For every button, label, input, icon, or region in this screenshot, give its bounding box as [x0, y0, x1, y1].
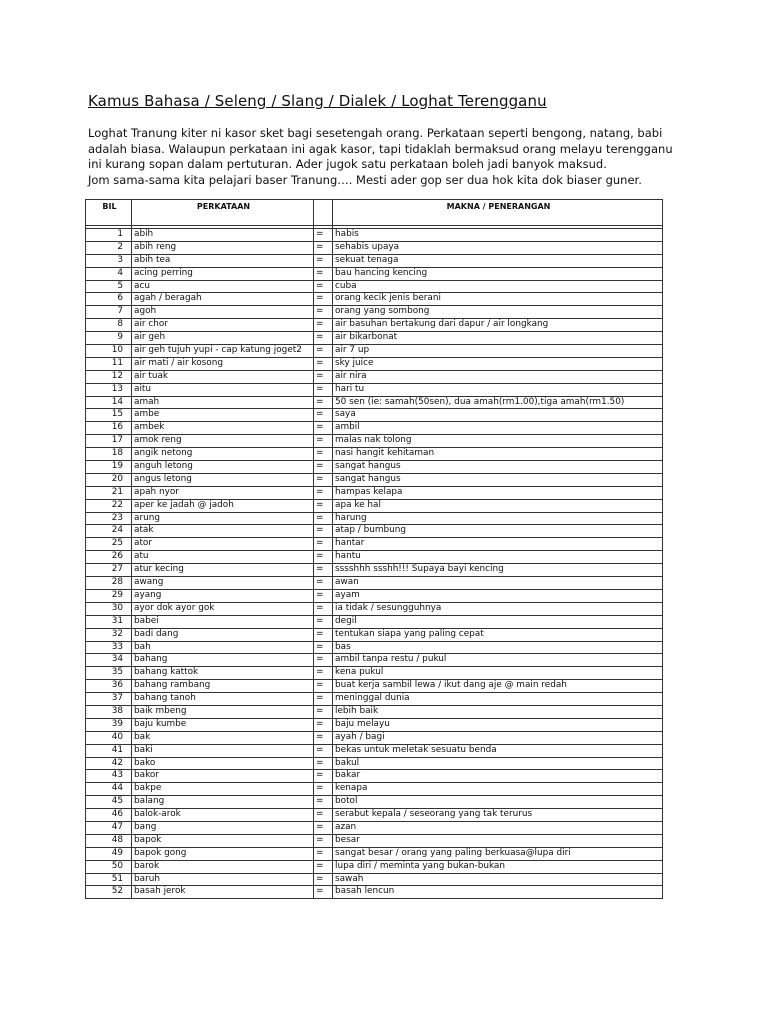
row-meaning: lupa diri / meminta yang bukan-bukan [333, 860, 663, 873]
row-number: 18 [86, 448, 132, 461]
row-meaning: air bikarbonat [333, 332, 663, 345]
row-word: basah jerok [132, 886, 314, 899]
row-number: 29 [86, 589, 132, 602]
row-word: air mati / air kosong [132, 357, 314, 370]
row-equals: = [314, 757, 333, 770]
row-number: 12 [86, 370, 132, 383]
row-number: 4 [86, 267, 132, 280]
row-word: abih reng [132, 241, 314, 254]
row-equals: = [314, 564, 333, 577]
row-word: atak [132, 525, 314, 538]
row-equals: = [314, 615, 333, 628]
row-meaning: nasi hangit kehitaman [333, 448, 663, 461]
table-row [86, 293, 663, 306]
row-number: 41 [86, 744, 132, 757]
row-number: 14 [86, 396, 132, 409]
row-equals: = [314, 847, 333, 860]
row-equals: = [314, 461, 333, 474]
row-word: babei [132, 615, 314, 628]
row-number: 39 [86, 718, 132, 731]
row-equals: = [314, 783, 333, 796]
row-word: bah [132, 641, 314, 654]
row-equals: = [314, 448, 333, 461]
row-meaning: ambil tanpa restu / pukul [333, 654, 663, 667]
row-word: angik netong [132, 448, 314, 461]
row-meaning: sssshhh ssshh!!! Supaya bayi kencing [333, 564, 663, 577]
table-row [86, 796, 663, 809]
row-word: badi dang [132, 628, 314, 641]
row-number: 38 [86, 705, 132, 718]
row-number: 1 [86, 229, 132, 242]
row-meaning: degil [333, 615, 663, 628]
row-meaning: besar [333, 834, 663, 847]
table-row [86, 577, 663, 590]
table-row [86, 448, 663, 461]
intro-line: Loghat Tranung kiter ni kasor sket bagi sesetengah orang. Perkataan seperti bengong, natang, babi [88, 126, 663, 140]
table-row [86, 486, 663, 499]
table-row [86, 512, 663, 525]
row-word: balang [132, 796, 314, 809]
header-makna: MAKNA / PENERANGAN [333, 200, 663, 226]
row-number: 15 [86, 409, 132, 422]
table-row [86, 860, 663, 873]
row-meaning: lebih baik [333, 705, 663, 718]
table-row [86, 422, 663, 435]
row-meaning: sangat besar / orang yang paling berkuasa@lupa diri [333, 847, 663, 860]
row-equals: = [314, 229, 333, 242]
row-meaning: azan [333, 821, 663, 834]
row-number: 3 [86, 254, 132, 267]
row-number: 23 [86, 512, 132, 525]
row-word: baruh [132, 873, 314, 886]
table-row [86, 383, 663, 396]
table-row [86, 744, 663, 757]
row-word: bakpe [132, 783, 314, 796]
row-meaning: sky juice [333, 357, 663, 370]
row-meaning: orang kecik jenis berani [333, 293, 663, 306]
row-number: 52 [86, 886, 132, 899]
row-number: 28 [86, 577, 132, 590]
row-word: amah [132, 396, 314, 409]
row-number: 45 [86, 796, 132, 809]
row-number: 24 [86, 525, 132, 538]
row-word: abih tea [132, 254, 314, 267]
row-equals: = [314, 886, 333, 899]
intro-paragraph [88, 126, 708, 188]
row-number: 6 [86, 293, 132, 306]
row-meaning: kena pukul [333, 667, 663, 680]
row-equals: = [314, 551, 333, 564]
row-equals: = [314, 577, 333, 590]
row-word: air geh tujuh yupi - cap katung joget2 [132, 345, 314, 358]
row-meaning: baju melayu [333, 718, 663, 731]
row-meaning: habis [333, 229, 663, 242]
row-number: 25 [86, 538, 132, 551]
row-number: 36 [86, 680, 132, 693]
row-word: atur kecing [132, 564, 314, 577]
row-word: ambek [132, 422, 314, 435]
row-equals: = [314, 280, 333, 293]
row-number: 13 [86, 383, 132, 396]
row-number: 42 [86, 757, 132, 770]
table-row [86, 641, 663, 654]
table-row [86, 770, 663, 783]
row-equals: = [314, 602, 333, 615]
table-row [86, 821, 663, 834]
row-number: 7 [86, 306, 132, 319]
row-word: aitu [132, 383, 314, 396]
row-number: 11 [86, 357, 132, 370]
row-meaning: bakar [333, 770, 663, 783]
table-row [86, 783, 663, 796]
row-meaning: bas [333, 641, 663, 654]
row-meaning: air basuhan bertakung dari dapur / air longkang [333, 319, 663, 332]
row-meaning: 50 sen (ie: samah(50sen), dua amah(rm1.00),tiga amah(rm1.50) [333, 396, 663, 409]
row-equals: = [314, 486, 333, 499]
row-equals: = [314, 821, 333, 834]
table-row [86, 306, 663, 319]
intro-line: ini kurang sopan dalam pertuturan. Ader jugok satu perkataan boleh jadi banyok maksud. [88, 157, 607, 172]
row-equals: = [314, 357, 333, 370]
row-equals: = [314, 345, 333, 358]
document-title: Kamus Bahasa / Seleng / Slang / Dialek / Loghat Terengganu [88, 92, 547, 110]
row-number: 16 [86, 422, 132, 435]
table-row [86, 564, 663, 577]
table-row [86, 589, 663, 602]
row-number: 5 [86, 280, 132, 293]
row-equals: = [314, 538, 333, 551]
row-equals: = [314, 834, 333, 847]
table-row [86, 693, 663, 706]
row-meaning: apa ke hal [333, 499, 663, 512]
intro-line: Jom sama-sama kita pelajari baser Tranung…. Mesti ader gop ser dua hok kita dok biaser guner. [88, 172, 642, 187]
row-number: 32 [86, 628, 132, 641]
header-perkataan: PERKATAAN [132, 200, 314, 226]
table-row [86, 628, 663, 641]
row-number: 10 [86, 345, 132, 358]
row-number: 48 [86, 834, 132, 847]
row-meaning: tentukan siapa yang paling cepat [333, 628, 663, 641]
row-word: abih [132, 229, 314, 242]
row-number: 19 [86, 461, 132, 474]
row-word: aper ke jadah @ jadoh [132, 499, 314, 512]
row-word: balok-arok [132, 809, 314, 822]
row-number: 20 [86, 473, 132, 486]
row-equals: = [314, 589, 333, 602]
row-equals: = [314, 293, 333, 306]
row-word: arung [132, 512, 314, 525]
row-equals: = [314, 332, 333, 345]
row-meaning: sekuat tenaga [333, 254, 663, 267]
row-word: bako [132, 757, 314, 770]
row-meaning: hari tu [333, 383, 663, 396]
row-meaning: atap / bumbung [333, 525, 663, 538]
row-number: 35 [86, 667, 132, 680]
row-number: 43 [86, 770, 132, 783]
row-equals: = [314, 860, 333, 873]
row-equals: = [314, 267, 333, 280]
table-row [86, 241, 663, 254]
row-meaning: air nira [333, 370, 663, 383]
row-equals: = [314, 809, 333, 822]
row-meaning: bekas untuk meletak sesuatu benda [333, 744, 663, 757]
table-row [86, 409, 663, 422]
row-word: air geh [132, 332, 314, 345]
row-word: agah / beragah [132, 293, 314, 306]
row-meaning: harung [333, 512, 663, 525]
table-row [86, 809, 663, 822]
row-meaning: cuba [333, 280, 663, 293]
row-word: baki [132, 744, 314, 757]
table-row [86, 718, 663, 731]
row-number: 8 [86, 319, 132, 332]
row-equals: = [314, 654, 333, 667]
row-meaning: ayah / bagi [333, 731, 663, 744]
row-number: 33 [86, 641, 132, 654]
table-row [86, 847, 663, 860]
row-word: acu [132, 280, 314, 293]
row-number: 37 [86, 693, 132, 706]
row-number: 2 [86, 241, 132, 254]
table-row [86, 357, 663, 370]
row-equals: = [314, 731, 333, 744]
row-equals: = [314, 693, 333, 706]
row-word: bahang kattok [132, 667, 314, 680]
row-meaning: saya [333, 409, 663, 422]
row-word: ayor dok ayor gok [132, 602, 314, 615]
table-row [86, 538, 663, 551]
row-word: bak [132, 731, 314, 744]
row-equals: = [314, 422, 333, 435]
row-meaning: sangat hangus [333, 461, 663, 474]
row-number: 27 [86, 564, 132, 577]
row-equals: = [314, 873, 333, 886]
table-row [86, 731, 663, 744]
table-row [86, 873, 663, 886]
table-row [86, 461, 663, 474]
table-row [86, 680, 663, 693]
row-word: agoh [132, 306, 314, 319]
row-word: bahang tanoh [132, 693, 314, 706]
row-equals: = [314, 254, 333, 267]
row-word: bahang rambang [132, 680, 314, 693]
table-row [86, 615, 663, 628]
row-number: 50 [86, 860, 132, 873]
row-number: 26 [86, 551, 132, 564]
row-word: air tuak [132, 370, 314, 383]
intro-line: adalah biasa. Walaupun perkataan ini agak kasor, tapi tidaklah bermaksud orang melayu terengganu [88, 141, 673, 156]
row-word: barok [132, 860, 314, 873]
table-row [86, 254, 663, 267]
table-row [86, 435, 663, 448]
table-row [86, 834, 663, 847]
row-equals: = [314, 306, 333, 319]
table-row [86, 551, 663, 564]
row-number: 34 [86, 654, 132, 667]
row-number: 44 [86, 783, 132, 796]
table-row [86, 525, 663, 538]
row-word: ayang [132, 589, 314, 602]
table-row [86, 319, 663, 332]
row-meaning: awan [333, 577, 663, 590]
table-row [86, 705, 663, 718]
row-meaning: hantu [333, 551, 663, 564]
row-meaning: basah lencun [333, 886, 663, 899]
row-number: 47 [86, 821, 132, 834]
row-equals: = [314, 512, 333, 525]
row-equals: = [314, 680, 333, 693]
row-meaning: orang yang sombong [333, 306, 663, 319]
row-meaning: serabut kepala / seseorang yang tak terurus [333, 809, 663, 822]
row-equals: = [314, 499, 333, 512]
row-word: ator [132, 538, 314, 551]
row-meaning: buat kerja sambil lewa / ikut dang aje @ main redah [333, 680, 663, 693]
row-meaning: hampas kelapa [333, 486, 663, 499]
row-equals: = [314, 744, 333, 757]
row-number: 46 [86, 809, 132, 822]
row-word: anguh letong [132, 461, 314, 474]
row-meaning: sehabis upaya [333, 241, 663, 254]
row-word: awang [132, 577, 314, 590]
row-word: baik mbeng [132, 705, 314, 718]
row-word: bapok [132, 834, 314, 847]
dictionary-table [85, 199, 663, 899]
table-body [86, 226, 663, 899]
row-meaning: ia tidak / sesungguhnya [333, 602, 663, 615]
row-meaning: air 7 up [333, 345, 663, 358]
row-equals: = [314, 241, 333, 254]
row-equals: = [314, 718, 333, 731]
row-equals: = [314, 370, 333, 383]
row-word: bapok gong [132, 847, 314, 860]
row-meaning: malas nak tolong [333, 435, 663, 448]
row-meaning: ayam [333, 589, 663, 602]
row-equals: = [314, 525, 333, 538]
table-row [86, 499, 663, 512]
row-meaning: hantar [333, 538, 663, 551]
row-word: apah nyor [132, 486, 314, 499]
row-word: acing perring [132, 267, 314, 280]
row-number: 21 [86, 486, 132, 499]
row-number: 9 [86, 332, 132, 345]
header-bil: BIL [86, 200, 132, 226]
table-row [86, 396, 663, 409]
row-equals: = [314, 473, 333, 486]
table-row [86, 267, 663, 280]
table-row [86, 229, 663, 242]
row-meaning: sawah [333, 873, 663, 886]
row-word: bakor [132, 770, 314, 783]
row-equals: = [314, 705, 333, 718]
table-row [86, 654, 663, 667]
row-number: 51 [86, 873, 132, 886]
row-meaning: meninggal dunia [333, 693, 663, 706]
row-equals: = [314, 667, 333, 680]
row-number: 22 [86, 499, 132, 512]
row-word: baju kumbe [132, 718, 314, 731]
table-row [86, 280, 663, 293]
row-meaning: bakul [333, 757, 663, 770]
row-word: air chor [132, 319, 314, 332]
table-row [86, 886, 663, 899]
row-equals: = [314, 770, 333, 783]
table-row [86, 370, 663, 383]
row-equals: = [314, 383, 333, 396]
row-meaning: ambil [333, 422, 663, 435]
row-equals: = [314, 409, 333, 422]
row-number: 30 [86, 602, 132, 615]
row-word: ambe [132, 409, 314, 422]
row-word: amok reng [132, 435, 314, 448]
table-row [86, 757, 663, 770]
row-meaning: botol [333, 796, 663, 809]
table-row [86, 345, 663, 358]
table-row [86, 667, 663, 680]
row-number: 40 [86, 731, 132, 744]
row-number: 31 [86, 615, 132, 628]
header-separator [314, 200, 333, 226]
table-row [86, 473, 663, 486]
row-equals: = [314, 628, 333, 641]
row-equals: = [314, 435, 333, 448]
row-equals: = [314, 319, 333, 332]
row-number: 17 [86, 435, 132, 448]
row-meaning: sangat hangus [333, 473, 663, 486]
row-word: angus letong [132, 473, 314, 486]
row-number: 49 [86, 847, 132, 860]
table-header-row [86, 200, 663, 226]
row-equals: = [314, 796, 333, 809]
row-meaning: kenapa [333, 783, 663, 796]
row-equals: = [314, 641, 333, 654]
row-meaning: bau hancing kencing [333, 267, 663, 280]
row-word: atu [132, 551, 314, 564]
row-word: bang [132, 821, 314, 834]
table-row [86, 332, 663, 345]
row-word: bahang [132, 654, 314, 667]
row-equals: = [314, 396, 333, 409]
table-row [86, 602, 663, 615]
